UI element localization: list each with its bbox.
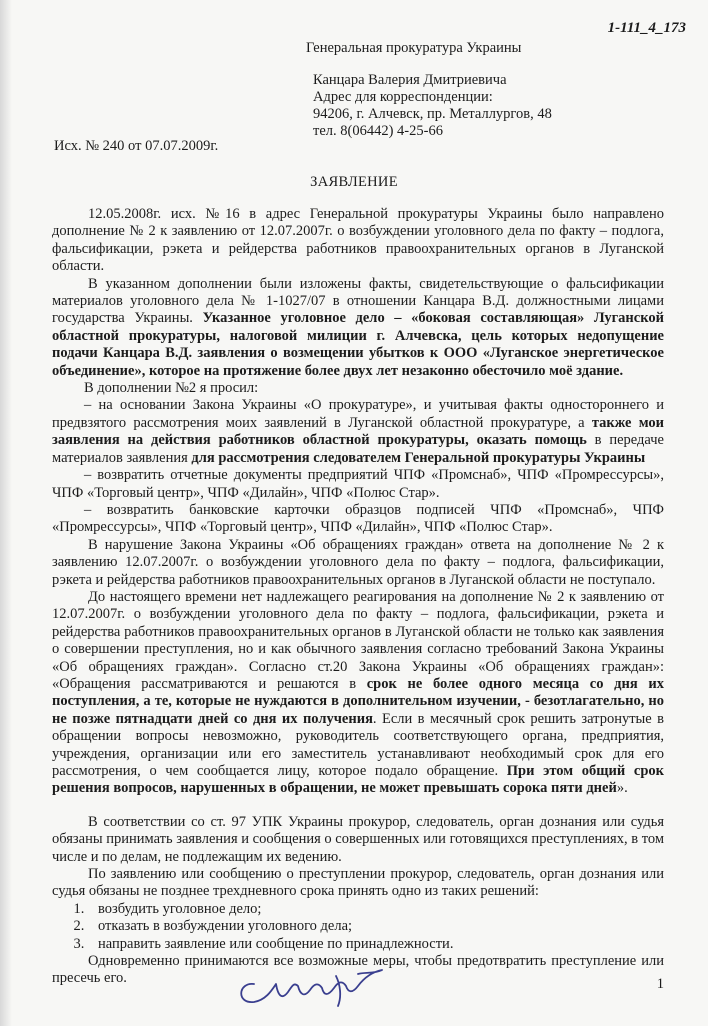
paragraph-4-text: – на основании Закона Украины «О прокуратуре», и учитывая факты одностороннего и предвзятого рассмотрения моих заявлений в Луганской областной прокуратуре, а: [52, 397, 664, 431]
reference-number: 1-111_4_173: [607, 20, 686, 36]
address-label: Адрес для корреспонденции:: [313, 89, 493, 105]
addressee: Генеральная прокуратура Украины: [306, 40, 522, 56]
paragraph-5: – возвратить отчетные документы предприятий ЧПФ «Промснаб», ЧПФ «Промрессурсы», ЧПФ «Торговый центр», ЧПФ «Дилайн», ЧПФ «Полюс Стар».: [52, 467, 664, 501]
paragraph-4-text-2: в передаче материалов заявления: [52, 432, 664, 466]
paragraph-8-text: До настоящего времени нет надлежащего реагирования на дополнение № 2 к заявлению от 12.07.2007г. о возбуждении уголовного дела по факту – подлога, фальсификации, рэкета и рейдерства работников правоохранительных органов в Луганской области не только как заявления о совершении преступления, но и как обычного заявления согласно требований Закона Украины «Об обращениях граждан». Согласно ст.20 Закона Украины «Об обращениях граждан»: «Обращения рассматриваются и решаются в: [52, 588, 664, 692]
address: 94206, г. Алчевск, пр. Металлургов, 48: [313, 106, 552, 122]
telephone: тел. 8(06442) 4-25-66: [313, 123, 443, 139]
document-body: [52, 206, 664, 988]
paragraph-8-end: ».: [616, 780, 628, 797]
list-item: 1. возбудить уголовное дело;: [88, 901, 664, 918]
paragraph-8-text-2: . Если в месячный срок решить затронутые в обращении вопросы невозможно, руководитель соответствующего органа, предприятия, учреждения, организации или его заместитель устанавливают необходимый срок для его рассмотрения, о чем сообщается лицу, которое подало обращение.: [52, 710, 664, 779]
paragraph-11: Одновременно принимаются все возможные меры, чтобы предотвратить преступление или пресечь его.: [52, 953, 664, 987]
list-item: 2. отказать в возбуждении уголовного дела;: [88, 918, 664, 935]
paragraph-2: [52, 276, 664, 380]
paragraph-9: В соответствии со ст. 97 УПК Украины прокурор, следователь, орган дознания или судья обязаны принимать заявления и сообщения о совершенных или готовящихся преступлениях, в том числе и по делам, не подлежащим их ведению.: [52, 813, 664, 865]
paragraph-2-bold: Указанное уголовное дело – «боковая составляющая» Луганской областной прокуратуры, налоговой милиции г. Алчевска, цель которых недопущение подачи Канцара В.Д. заявления о возмещении убытков к ООО «Луганское энергетическое объединение», которое на протяжение более двух лет незаконно обесточило моё здание.: [52, 310, 664, 379]
paragraph-8-bold-2: При этом общий срок решения вопросов, нарушенных в обращении, не может превышать сорока пяти дней: [52, 763, 664, 797]
paragraph-4-bold-1: также мои заявления на действия работников областной прокуратуры, оказать помощь: [52, 414, 664, 449]
paragraph-1: 12.05.2008г. исх. №16 в адрес Генеральной прокуратуры Украины было направлено дополнение № 2 к заявлению от 12.07.2007г. о возбуждении уголовного дела по факту – подлога, фальсификации, рэкета и рейдерства работников правоохранительных органов в Луганской области.: [52, 206, 664, 275]
sender-block: [313, 72, 552, 140]
paragraph-10: По заявлению или сообщению о преступлении прокурор, следователь, орган дознания или судья обязаны не позднее трехдневного срока принять одно из таких решений:: [52, 866, 664, 900]
decisions-list: [52, 901, 664, 953]
page-number: 1: [656, 976, 664, 992]
paragraph-7: В нарушение Закона Украины «Об обращениях граждан» ответа на дополнение № 2 к заявлению 12.07.2007г. о возбуждении уголовного дела по факту – подлога, фальсификации, рэкета и рейдерства работников правоохранительных органов в Луганской области не поступало.: [52, 536, 664, 588]
paragraph-4: [52, 397, 664, 467]
sender-name: Канцара Валерия Дмитриевича: [313, 72, 507, 88]
outgoing-number: Исх. № 240 от 07.07.2009г.: [54, 138, 219, 154]
document-title: ЗАЯВЛЕНИЕ: [310, 174, 398, 190]
paragraph-2-text: В указанном дополнении были изложены факты, свидетельствующие о фальсификации материалов уголовного дела № 1-1027/07 в отношении Канцара В.Д. должностными лицами государства Украины.: [52, 275, 664, 327]
scan-edge-shadow: [0, 0, 12, 1026]
paragraph-3: В дополнении №2 я просил:: [84, 380, 259, 397]
paragraph-8: [52, 589, 664, 798]
paragraph-4-bold-2: для рассмотрения следователем Генеральной прокуратуры Украины: [191, 449, 646, 466]
paragraph-6: – возвратить банковские карточки образцов подписей ЧПФ «Промснаб», ЧПФ «Промрессурсы», ЧПФ «Торговый центр», ЧПФ «Дилайн», ЧПФ «Полюс Стар».: [52, 501, 664, 536]
signature: [232, 962, 412, 1012]
paragraph-8-bold-1: срок не более одного месяца со дня их поступления, а те, которые не нуждаются в дополнительном изучении, - безотлагательно, но не позже пятнадцати дней со дня их получения: [52, 675, 664, 727]
list-item: 3. направить заявление или сообщение по принадлежности.: [88, 936, 664, 953]
